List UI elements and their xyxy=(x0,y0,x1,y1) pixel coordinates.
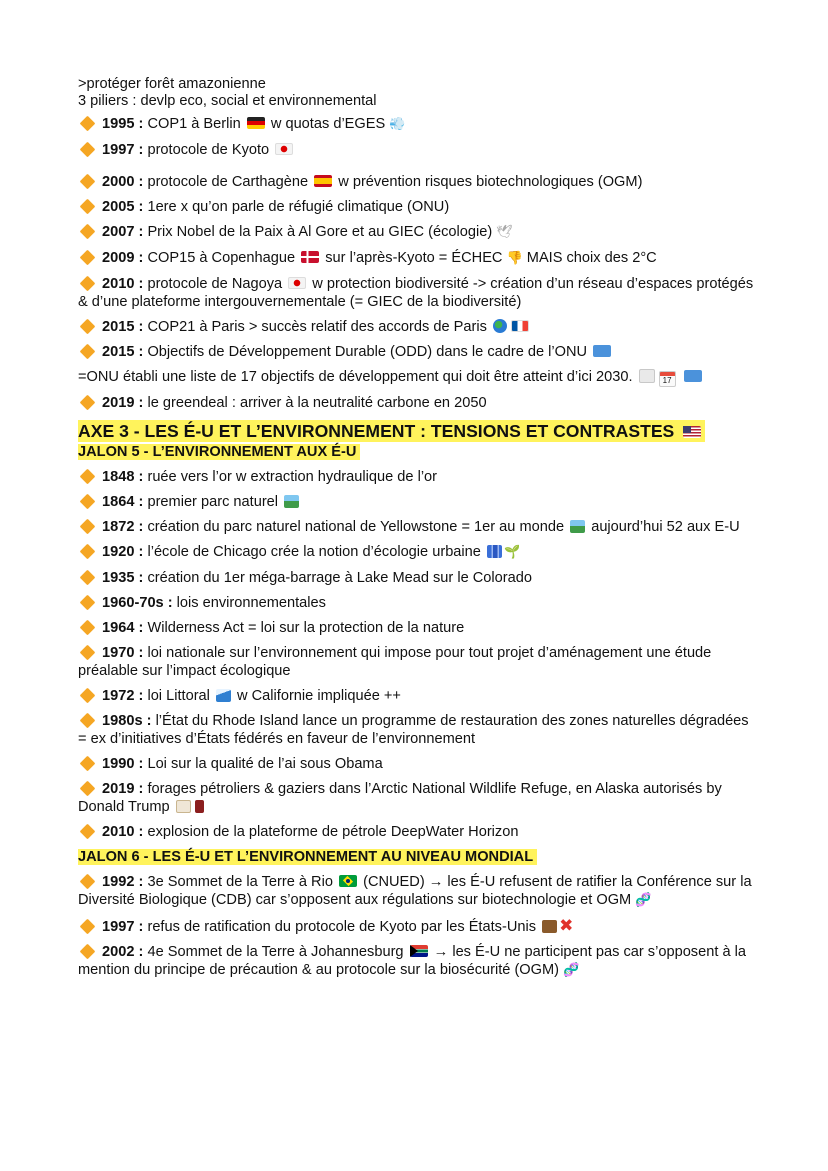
list-item xyxy=(78,493,758,511)
item-date: 1935 : xyxy=(102,570,144,586)
item-text: l’État du Rhode Island lance un programme de restauration des zones naturelles dégradées = ex d’initiatives d’États fédérés en faveur de l’environnement xyxy=(78,713,749,747)
list-item xyxy=(78,644,758,680)
list-item xyxy=(78,249,758,268)
usa-flag-icon xyxy=(683,426,701,438)
list-item xyxy=(78,594,758,612)
diamond-bullet-icon xyxy=(80,944,96,960)
item-text: protocole de Carthagène xyxy=(147,174,309,190)
item-date: 1972 : xyxy=(102,688,144,704)
spain-flag-icon xyxy=(314,175,332,187)
oil-drum-icon xyxy=(195,800,204,813)
item-date: 1864 : xyxy=(102,494,144,510)
diamond-bullet-icon xyxy=(80,919,96,935)
jalon6-title: JALON 6 - LES É-U ET L’ENVIRONNEMENT AU NIVEAU MONDIAL xyxy=(78,849,537,865)
list-item xyxy=(78,543,758,562)
seedling-icon: 🌱 xyxy=(503,545,521,560)
list-item xyxy=(78,518,758,536)
list-item xyxy=(78,198,758,216)
wave-icon xyxy=(216,689,231,702)
diamond-bullet-icon xyxy=(80,174,96,190)
intro-line: 3 piliers : devlp eco, social et environnemental xyxy=(78,93,377,109)
calendar-icon: 17 xyxy=(659,371,676,387)
list-item xyxy=(78,755,758,773)
item-text: loi Littoral xyxy=(147,688,210,704)
item-text: protocole de Nagoya xyxy=(147,276,283,292)
diamond-bullet-icon xyxy=(80,570,96,586)
item-text: (CNUED) → les É-U refusent de ratifier la Conférence sur la Diversité Biologique (CDB) car s’opposent aux régulations sur biotechnologie et OGM xyxy=(78,874,752,908)
item-date: 1997 : xyxy=(102,919,144,935)
item-text: w quotas d’EGES xyxy=(270,116,386,132)
item-text: création du 1er méga-barrage à Lake Mead sur le Colorado xyxy=(147,570,532,586)
list-item xyxy=(78,394,758,412)
item-text: ruée vers l’or w extraction hydraulique de l’or xyxy=(147,469,438,485)
diamond-bullet-icon xyxy=(80,874,96,890)
item-date: 1970 : xyxy=(102,645,144,661)
item-date: 1980s : xyxy=(102,713,152,729)
list-item xyxy=(78,619,758,637)
list-item xyxy=(78,141,758,159)
diamond-bullet-icon xyxy=(80,824,96,840)
page-icon xyxy=(639,369,655,383)
south-africa-flag-icon xyxy=(410,945,428,957)
subsection-heading xyxy=(78,848,758,867)
national-park-icon xyxy=(284,495,299,508)
list-item xyxy=(78,343,758,361)
diamond-bullet-icon xyxy=(80,250,96,266)
item-text: Wilderness Act = loi sur la protection de la nature xyxy=(147,620,465,636)
list-item xyxy=(78,223,758,242)
axe3-title: AXE 3 - LES É-U ET L’ENVIRONNEMENT : TENSIONS ET CONTRASTES xyxy=(78,421,675,441)
item-text: 3e Sommet de la Terre à Rio xyxy=(147,874,333,890)
list-item xyxy=(78,687,758,705)
section-heading xyxy=(78,419,758,443)
globe-icon xyxy=(493,319,507,333)
list-item xyxy=(78,318,758,336)
dna-icon: 🧬 xyxy=(563,963,580,978)
item-text: COP21 à Paris > succès relatif des accords de Paris xyxy=(147,319,487,335)
item-date: 1872 : xyxy=(102,519,144,535)
denmark-flag-icon xyxy=(301,251,319,263)
national-park-icon xyxy=(570,520,585,533)
item-date: 1992 : xyxy=(102,874,144,890)
diamond-bullet-icon xyxy=(80,544,96,560)
item-date: 2007 : xyxy=(102,224,144,240)
scroll-icon xyxy=(176,800,191,813)
item-date: 1997 : xyxy=(102,142,144,158)
diamond-bullet-icon xyxy=(80,276,96,292)
item-text: l’école de Chicago crée la notion d’écologie urbaine xyxy=(147,544,481,560)
dna-icon: 🧬 xyxy=(635,893,652,908)
list-item xyxy=(78,115,758,134)
item-date: 1995 : xyxy=(102,116,144,132)
subsection-heading xyxy=(78,443,758,462)
item-text: création du parc naturel national de Yellowstone = 1er au monde xyxy=(147,519,565,535)
diamond-bullet-icon xyxy=(80,756,96,772)
diamond-bullet-icon xyxy=(80,469,96,485)
item-date: 2015 : xyxy=(102,344,144,360)
list-item xyxy=(78,823,758,841)
thumbs-down-icon: 👎 xyxy=(506,251,523,266)
list-item xyxy=(78,569,758,587)
item-date: 2000 : xyxy=(102,174,144,190)
item-text: → les É-U ne participent pas car s’opposent à la mention du principe de précaution & au protocole sur la biosécurité (OGM) xyxy=(78,944,746,978)
list-item xyxy=(78,917,758,936)
item-text: refus de ratification du protocole de Kyoto par les États-Unis xyxy=(147,919,537,935)
item-date: 2009 : xyxy=(102,250,144,266)
item-text: COP15 à Copenhague xyxy=(147,250,296,266)
note-line xyxy=(78,368,758,387)
item-date: 1920 : xyxy=(102,544,144,560)
item-text: 1ere x qu’on parle de réfugié climatique (ONU) xyxy=(147,199,450,215)
item-text: premier parc naturel xyxy=(147,494,279,510)
item-text: w prévention risques biotechnologiques (OGM) xyxy=(338,174,643,190)
dove-icon: 🕊 xyxy=(496,225,513,240)
diamond-bullet-icon xyxy=(80,494,96,510)
item-date: 2015 : xyxy=(102,319,144,335)
intro-line: >protéger forêt amazonienne xyxy=(78,76,266,92)
diamond-bullet-icon xyxy=(80,344,96,360)
item-text: Objectifs de Développement Durable (ODD) dans le cadre de l’ONU xyxy=(147,344,588,360)
item-text: MAIS choix des 2°C xyxy=(526,250,657,266)
item-date: 2010 : xyxy=(102,824,144,840)
diamond-bullet-icon xyxy=(80,781,96,797)
list-item xyxy=(78,275,758,311)
diamond-bullet-icon xyxy=(80,688,96,704)
item-text: loi nationale sur l’environnement qui impose pour tout projet d’aménagement une étude préalable sur l’impact écologique xyxy=(78,645,712,679)
diamond-bullet-icon xyxy=(80,199,96,215)
item-date: 2019 : xyxy=(102,395,144,411)
diamond-bullet-icon xyxy=(80,713,96,729)
document-icon xyxy=(542,920,557,933)
item-date: 1990 : xyxy=(102,756,144,772)
diamond-bullet-icon xyxy=(80,620,96,636)
list-item xyxy=(78,873,758,910)
un-flag-icon xyxy=(684,370,702,382)
brazil-flag-icon xyxy=(339,875,357,887)
item-date: 2005 : xyxy=(102,199,144,215)
item-text: w protection biodiversité -> création d’un réseau d’espaces protégés & d’une plateforme intergouvernementale (= GIEC de la biodiversité) xyxy=(78,276,754,310)
item-text: w Californie impliquée ++ xyxy=(237,688,401,704)
item-text: Prix Nobel de la Paix à Al Gore et au GIEC (écologie) xyxy=(147,224,493,240)
item-date: 1964 : xyxy=(102,620,144,636)
item-text: Loi sur la qualité de l’ai sous Obama xyxy=(147,756,383,772)
diamond-bullet-icon xyxy=(80,319,96,335)
item-text: 4e Sommet de la Terre à Johannesburg xyxy=(147,944,404,960)
diamond-bullet-icon xyxy=(80,645,96,661)
item-date: 1848 : xyxy=(102,469,144,485)
japan-flag-icon xyxy=(275,143,293,155)
item-date: 2010 : xyxy=(102,276,144,292)
item-date: 2002 : xyxy=(102,944,144,960)
diamond-bullet-icon xyxy=(80,224,96,240)
item-date: 1960-70s : xyxy=(102,595,173,611)
item-date: 2019 : xyxy=(102,781,144,797)
diamond-bullet-icon xyxy=(80,519,96,535)
list-item xyxy=(78,712,758,748)
dash-icon: 💨 xyxy=(389,117,406,132)
diamond-bullet-icon xyxy=(80,116,96,132)
jalon5-title: JALON 5 - L’ENVIRONNEMENT AUX É-U xyxy=(78,444,360,460)
list-item xyxy=(78,468,758,486)
japan-flag-icon xyxy=(288,277,306,289)
list-item xyxy=(78,780,758,816)
diamond-bullet-icon xyxy=(80,142,96,158)
item-text: explosion de la plateforme de pétrole DeepWater Horizon xyxy=(147,824,519,840)
item-text: sur l’après-Kyoto = ÉCHEC xyxy=(325,250,503,266)
diamond-bullet-icon xyxy=(80,395,96,411)
un-flag-icon xyxy=(593,345,611,357)
diamond-bullet-icon xyxy=(80,595,96,611)
item-text: le greendeal : arriver à la neutralité carbone en 2050 xyxy=(147,395,487,411)
list-item xyxy=(78,173,758,191)
france-flag-icon xyxy=(511,320,529,332)
item-text: forages pétroliers & gaziers dans l’Arctic National Wildlife Refuge, en Alaska autorisés by Donald Trump xyxy=(78,781,722,815)
document-page xyxy=(78,76,758,987)
item-text: protocole de Kyoto xyxy=(147,142,270,158)
city-icon xyxy=(487,545,502,558)
germany-flag-icon xyxy=(247,117,265,129)
cross-mark-icon: ✖ xyxy=(559,916,574,935)
item-text: COP1 à Berlin xyxy=(147,116,241,132)
list-item xyxy=(78,943,758,980)
odd-note: =ONU établi une liste de 17 objectifs de développement qui doit être atteint d’ici 2030. xyxy=(78,369,633,385)
item-text: aujourd’hui 52 aux E-U xyxy=(591,519,740,535)
item-text: lois environnementales xyxy=(176,595,326,611)
